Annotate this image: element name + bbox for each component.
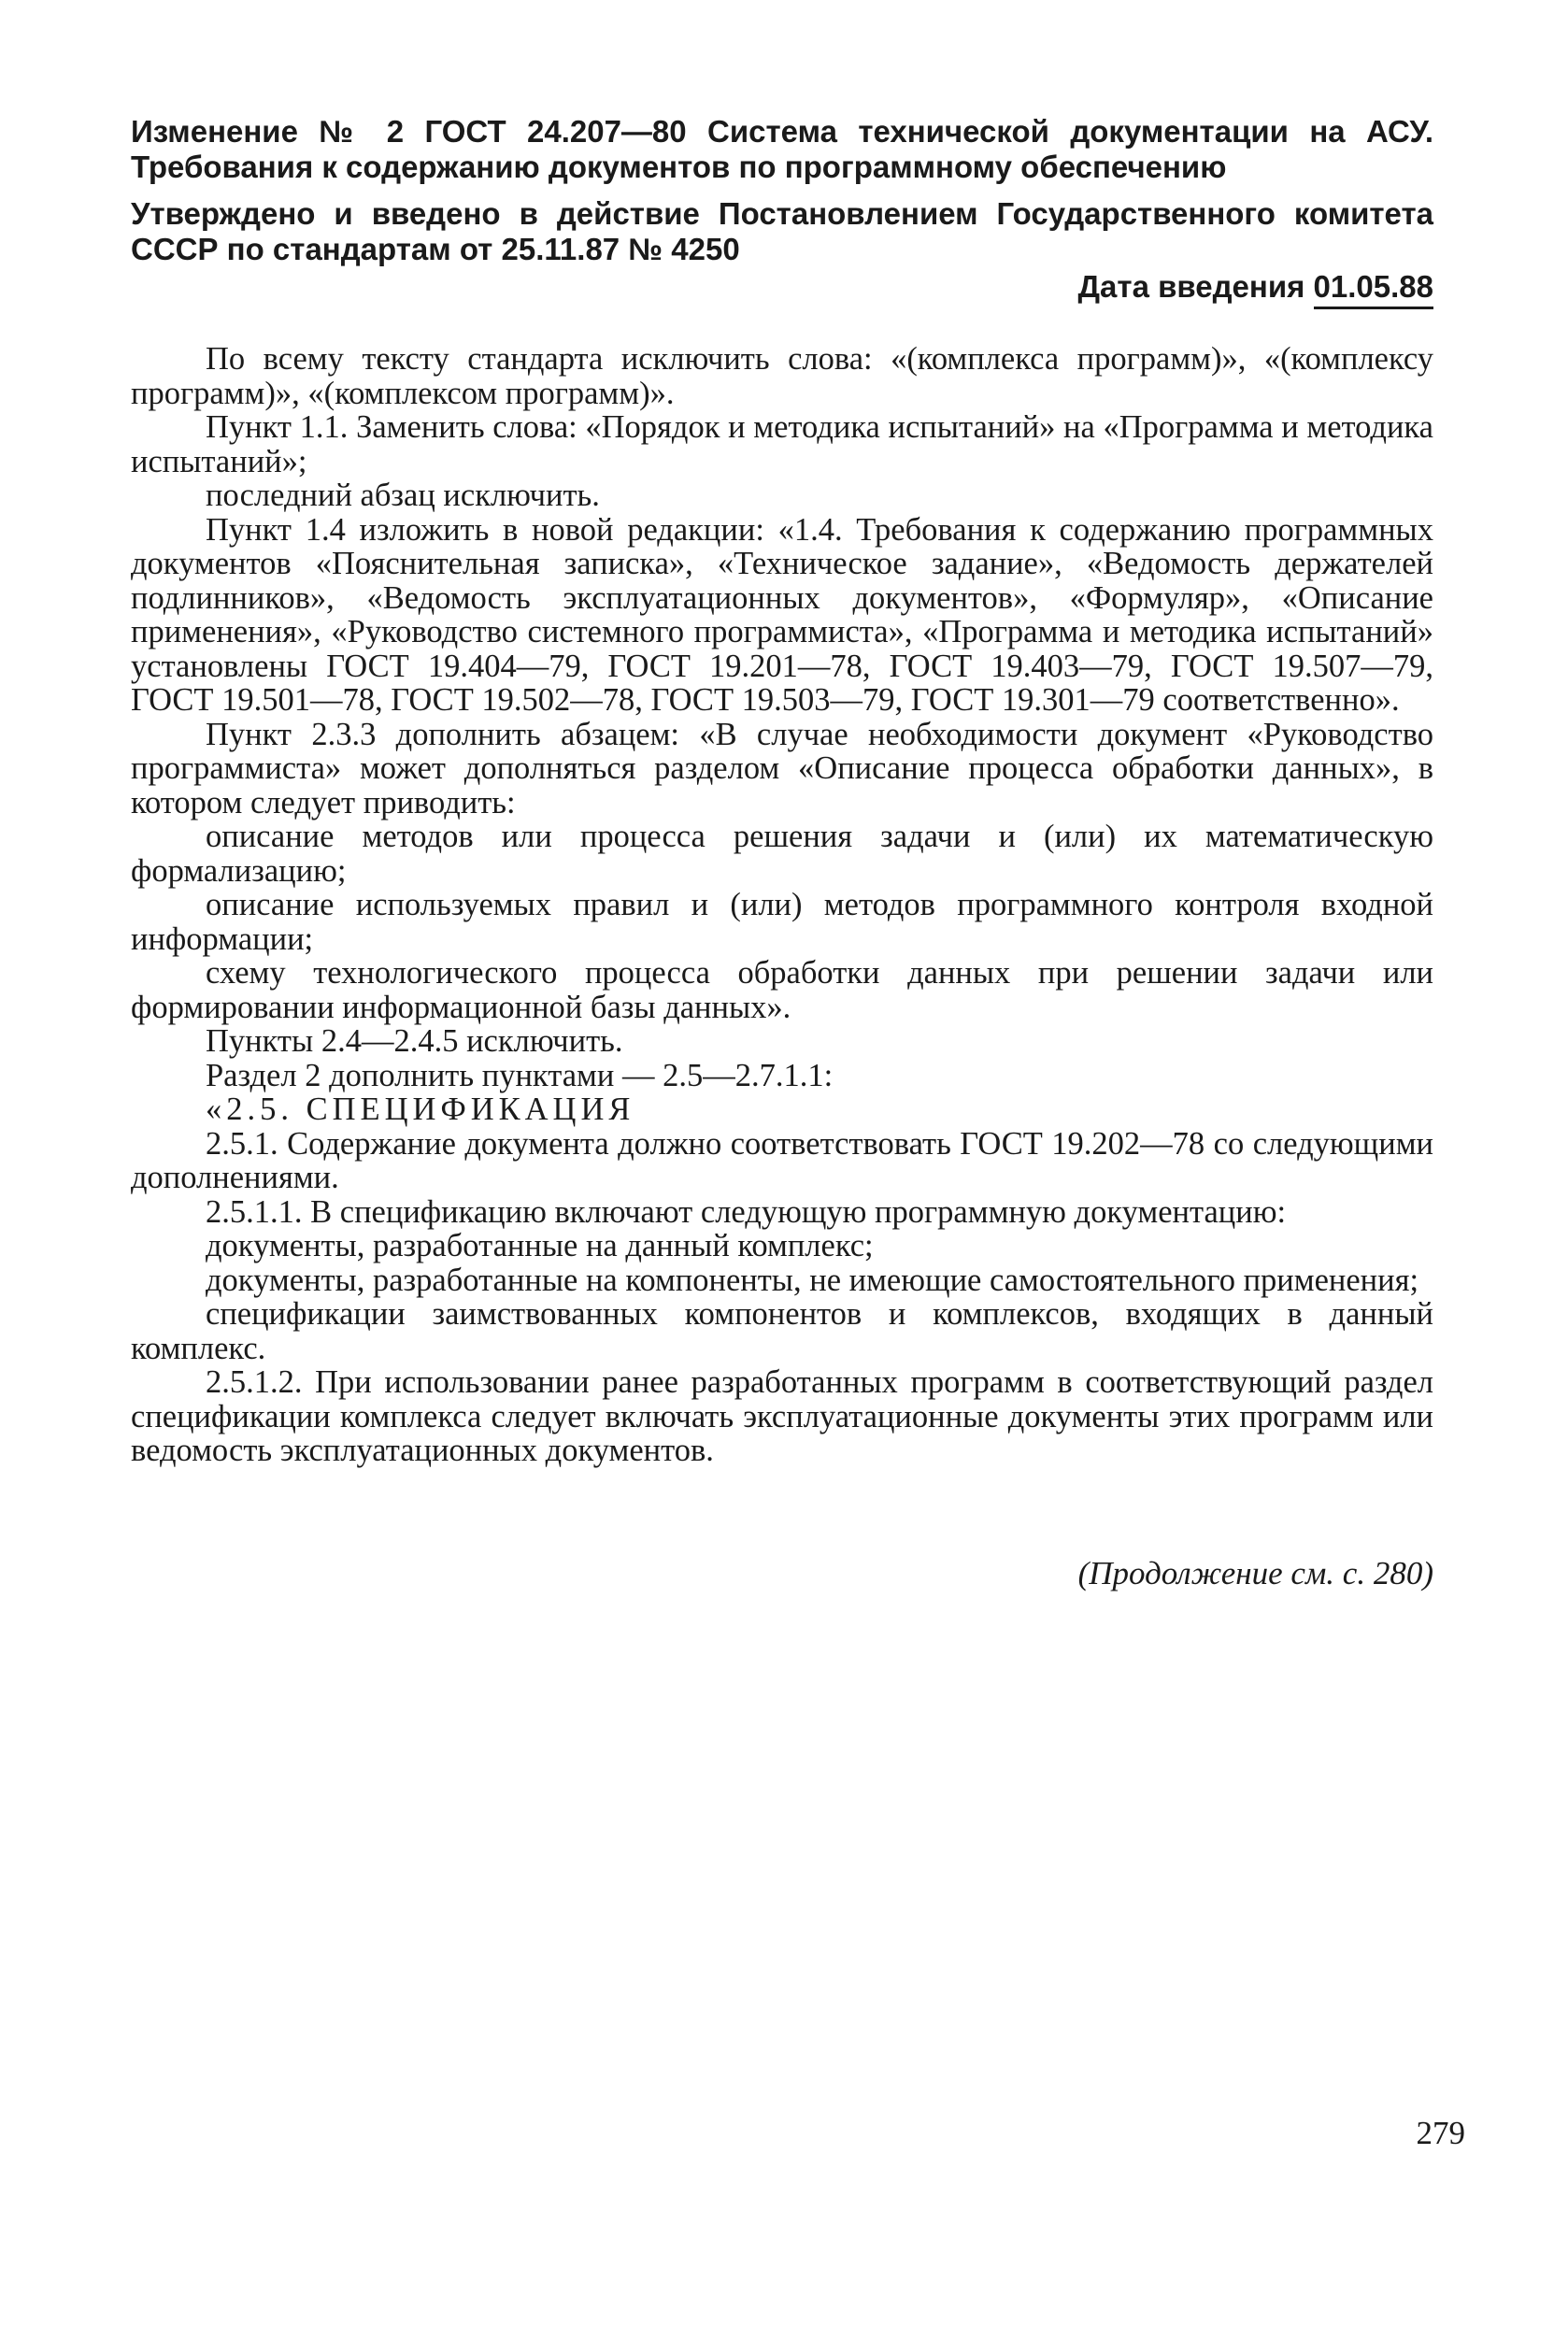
- effective-date-value: 01.05.88: [1314, 269, 1433, 309]
- paragraph: документы, разработанные на данный комплекс;: [206, 1228, 874, 1263]
- paragraph: Пункты 2.4—2.4.5 исключить.: [206, 1023, 623, 1059]
- paragraph: Раздел 2 дополнить пунктами — 2.5—2.7.1.1:: [206, 1057, 834, 1093]
- approval-statement: Утверждено и введено в действие Постановлением Государственного комитета СССР по стандартам от 25.11.87 № 4250: [131, 196, 1433, 266]
- paragraph: спецификации заимствованных компонентов и комплексов, входящих в данный комплекс.: [131, 1296, 1433, 1366]
- paragraph: По всему тексту стандарта исключить слова: «(комплекса программ)», «(комплексу программ)», «(комплексом программ)».: [131, 341, 1433, 411]
- paragraph: описание используемых правил и (или) методов программного контроля входной информации;: [131, 887, 1433, 957]
- effective-date: [1078, 269, 1433, 309]
- paragraph: 2.5.1. Содержание документа должно соответствовать ГОСТ 19.202—78 со следующими дополнениями.: [131, 1125, 1433, 1195]
- paragraph: схему технологического процесса обработки данных при решении задачи или формировании информационной базы данных».: [131, 955, 1433, 1025]
- paragraph: 2.5.1.1. В спецификацию включают следующую программную документацию:: [206, 1193, 1287, 1230]
- paragraph: последний абзац исключить.: [206, 478, 600, 513]
- section-heading: «2.5. СПЕЦИФИКАЦИЯ: [206, 1092, 635, 1127]
- continuation-note: (Продолжение см. с. 280): [1077, 1555, 1433, 1591]
- paragraph: 2.5.1.2. При использовании ранее разработанных программ в соответствующий раздел спецификации комплекса следует включать эксплуатационные документы этих программ или ведомость эксплуатационных документов.: [131, 1364, 1433, 1468]
- page-number: 279: [1416, 2115, 1465, 2151]
- paragraph: документы, разработанные на компоненты, не имеющие самостоятельного применения;: [206, 1262, 1419, 1298]
- paragraph: Пункт 1.4 изложить в новой редакции: «1.4. Требования к содержанию программных документов «Пояснительная записка», «Техническое задание», «Ведомость держателей подлинников», «Ведомость эксплуатационных документов», «Формуляр», «Описание применения», «Руководство системного программиста», «Программа и методика испытаний» установлены ГОСТ 19.404—79, ГОСТ 19.201—78, ГОСТ 19.403—79, ГОСТ 19.507—79, ГОСТ 19.501—78, ГОСТ 19.502—78, ГОСТ 19.503—79, ГОСТ 19.301—79 соответственно».: [131, 511, 1433, 718]
- amendment-title: Изменение № 2 ГОСТ 24.207—80 Система технической документации на АСУ. Требования к содержанию документов по программному обеспечению: [131, 114, 1433, 184]
- paragraph: Пункт 2.3.3 дополнить абзацем: «В случае необходимости документ «Руководство программиста» может дополняться разделом «Описание процесса обработки данных», в котором следует приводить:: [131, 716, 1433, 820]
- amendment-body: [131, 342, 1433, 1468]
- effective-date-label: Дата введения: [1077, 269, 1305, 304]
- paragraph: описание методов или процесса решения задачи и (или) их математическую формализацию;: [131, 819, 1433, 889]
- paragraph: Пункт 1.1. Заменить слова: «Порядок и методика испытаний» на «Программа и методика испытаний»;: [131, 409, 1433, 479]
